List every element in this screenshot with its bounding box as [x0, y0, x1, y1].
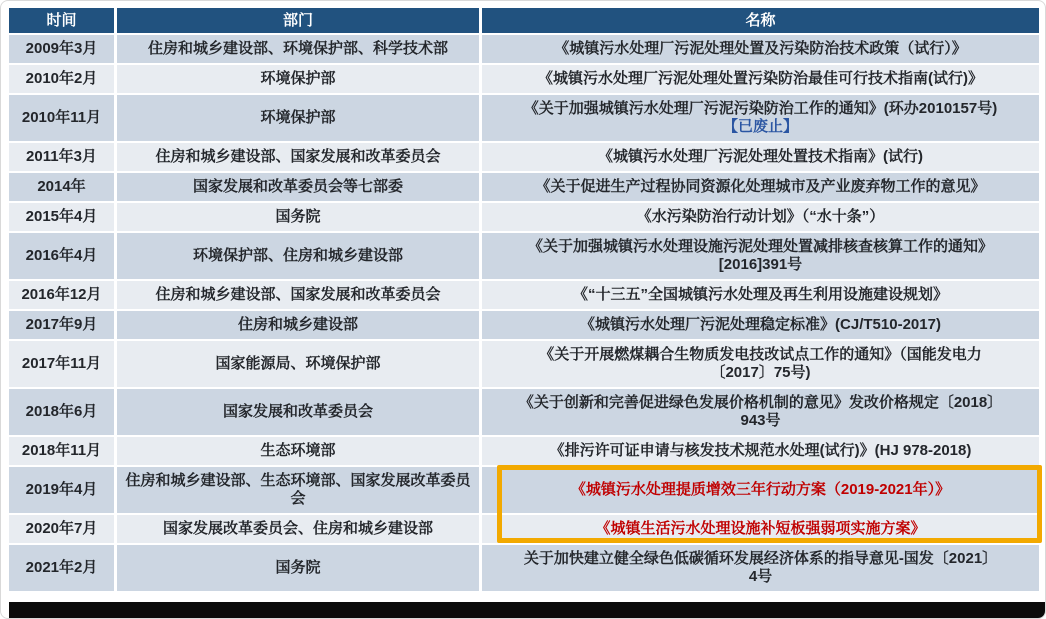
cell-dept: 国家能源局、环境保护部	[117, 341, 479, 387]
cell-time: 2014年	[9, 173, 114, 201]
cell-time: 2018年11月	[9, 437, 114, 465]
cell-dept: 国务院	[117, 203, 479, 231]
cell-name: 《关于加强城镇污水处理厂污泥污染防治工作的通知》(环办2010157号) 【已废止】	[482, 95, 1039, 141]
cell-time: 2017年11月	[9, 341, 114, 387]
table-row	[9, 311, 1039, 339]
cell-name: 《水污染防治行动计划》（“水十条”）	[482, 203, 1039, 231]
cell-name: 《城镇污水处理厂污泥处理处置及污染防治技术政策（试行）》	[482, 35, 1039, 63]
cell-time: 2019年4月	[9, 467, 114, 513]
cell-name: 《排污许可证申请与核发技术规范水处理(试行)》(HJ 978-2018)	[482, 437, 1039, 465]
policy-table-body	[9, 35, 1039, 591]
cell-dept: 生态环境部	[117, 437, 479, 465]
cell-name: 《关于创新和完善促进绿色发展价格机制的意见》发改价格规定〔2018〕 943号	[482, 389, 1039, 435]
cell-time: 2009年3月	[9, 35, 114, 63]
cell-name: 《“十三五”全国城镇污水处理及再生利用设施建设规划》	[482, 281, 1039, 309]
cell-time: 2015年4月	[9, 203, 114, 231]
cell-dept: 环境保护部	[117, 65, 479, 93]
header-dept: 部门	[117, 8, 479, 33]
table-row	[9, 143, 1039, 171]
cell-dept: 住房和城乡建设部	[117, 311, 479, 339]
cell-dept: 国务院	[117, 545, 479, 591]
cell-name: 《关于促进生产过程协同资源化处理城市及产业废弃物工作的意见》	[482, 173, 1039, 201]
cell-time: 2016年12月	[9, 281, 114, 309]
cell-name: 《关于开展燃煤耦合生物质发电技改试点工作的通知》（国能发电力 〔2017〕75号)	[482, 341, 1039, 387]
table-row	[9, 281, 1039, 309]
table-row	[9, 515, 1039, 543]
cell-name: 《城镇污水处理提质增效三年行动方案（2019-2021年）》	[482, 467, 1039, 513]
cell-name: 《城镇污水处理厂污泥处理处置污染防治最佳可行技术指南(试行)》	[482, 65, 1039, 93]
cell-dept: 住房和城乡建设部、国家发展和改革委员会	[117, 281, 479, 309]
bottom-black-bar	[9, 602, 1045, 618]
cell-name: 《城镇污水处理厂污泥处理稳定标准》(CJ/T510-2017)	[482, 311, 1039, 339]
cell-name: 《城镇生活污水处理设施补短板强弱项实施方案》	[482, 515, 1039, 543]
table-row	[9, 233, 1039, 279]
table-row	[9, 341, 1039, 387]
table-header-row	[9, 8, 1039, 33]
table-row	[9, 203, 1039, 231]
cell-dept: 国家发展和改革委员会等七部委	[117, 173, 479, 201]
cell-time: 2011年3月	[9, 143, 114, 171]
table-row	[9, 437, 1039, 465]
table-row	[9, 545, 1039, 591]
table-row	[9, 65, 1039, 93]
header-name: 名称	[482, 8, 1039, 33]
cell-time: 2020年7月	[9, 515, 114, 543]
cell-time: 2021年2月	[9, 545, 114, 591]
table-row	[9, 173, 1039, 201]
cell-time: 2017年9月	[9, 311, 114, 339]
cell-dept: 国家发展和改革委员会	[117, 389, 479, 435]
cell-dept: 环境保护部	[117, 95, 479, 141]
cell-time: 2016年4月	[9, 233, 114, 279]
policy-table	[6, 6, 1042, 593]
table-row	[9, 35, 1039, 63]
cell-dept: 住房和城乡建设部、国家发展和改革委员会	[117, 143, 479, 171]
header-time: 时间	[9, 8, 114, 33]
table-row	[9, 389, 1039, 435]
cell-name: 《城镇污水处理厂污泥处理处置技术指南》(试行)	[482, 143, 1039, 171]
cell-name: 关于加快建立健全绿色低碳循环发展经济体系的指导意见-国发〔2021〕 4号	[482, 545, 1039, 591]
cell-dept: 住房和城乡建设部、环境保护部、科学技术部	[117, 35, 479, 63]
table-row	[9, 95, 1039, 141]
cell-time: 2010年2月	[9, 65, 114, 93]
cell-dept: 国家发展改革委员会、住房和城乡建设部	[117, 515, 479, 543]
cell-dept: 环境保护部、住房和城乡建设部	[117, 233, 479, 279]
cell-name: 《关于加强城镇污水处理设施污泥处理处置减排核查核算工作的通知》 [2016]391号	[482, 233, 1039, 279]
cell-time: 2018年6月	[9, 389, 114, 435]
table-row	[9, 467, 1039, 513]
cell-time: 2010年11月	[9, 95, 114, 141]
cell-dept: 住房和城乡建设部、生态环境部、国家发展改革委员会	[117, 467, 479, 513]
